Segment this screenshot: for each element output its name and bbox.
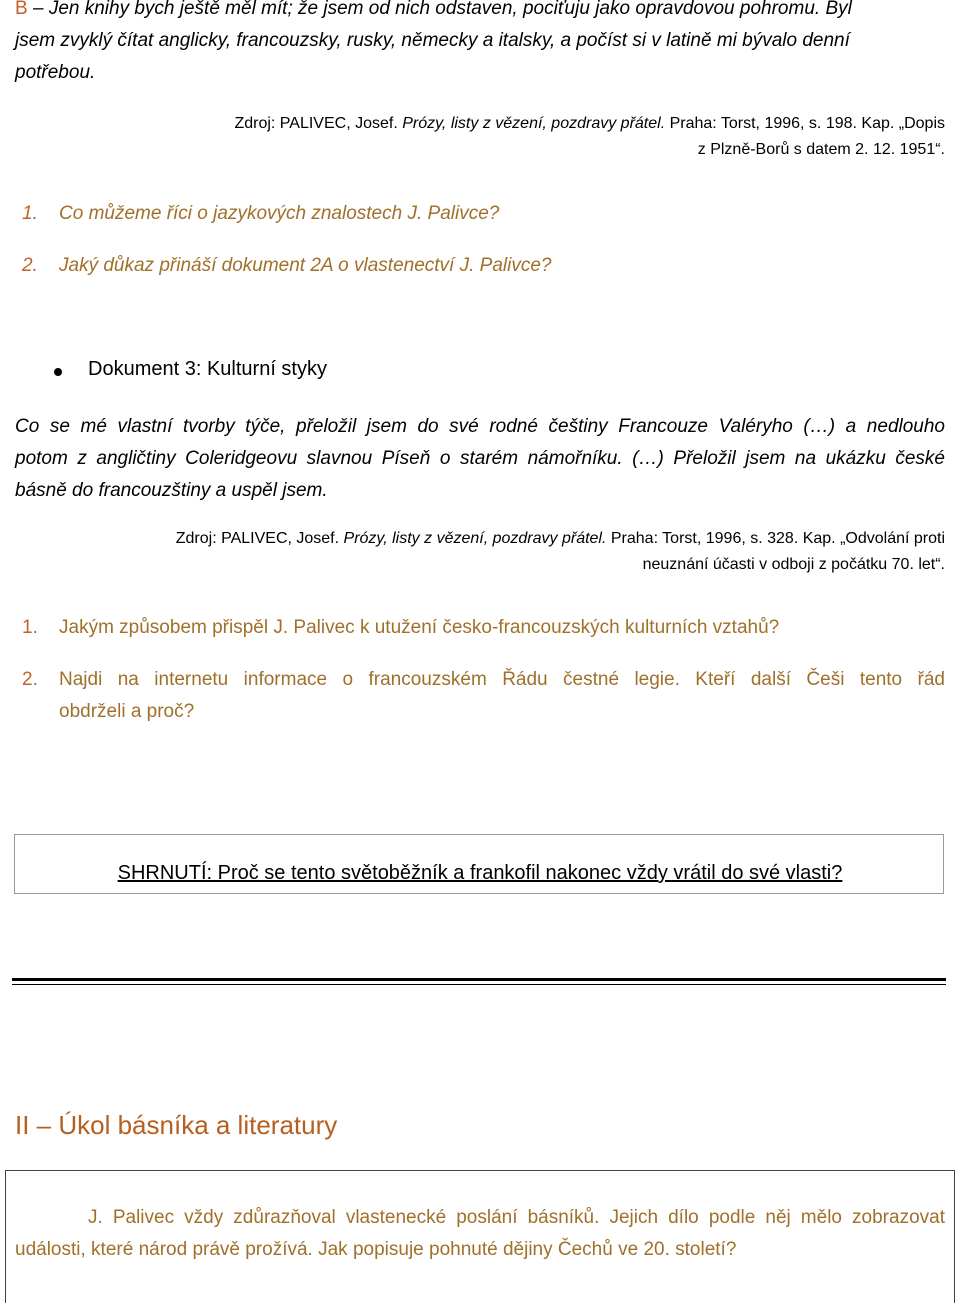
source-citation-line2: neuznání účasti v odboji z počátku 70. let“. xyxy=(642,556,945,573)
task-line: J. Palivec vždy zdůrazňoval vlastenecké poslání básníků. Jejich dílo podle něj mělo zobrazovat xyxy=(88,1207,945,1228)
document-letter: B xyxy=(15,0,28,19)
question-number: 2. xyxy=(22,669,38,690)
question-item xyxy=(22,617,942,643)
question-text: Jaký důkaz přináší dokument 2A o vlastenectví J. Palivce? xyxy=(59,255,552,276)
source-citation: Zdroj: PALIVEC, Josef. Prózy, listy z vězení, pozdravy přátel. Praha: Torst, 1996, s. 198. Kap. „Dopis xyxy=(234,115,945,132)
question-text: obdrželi a proč? xyxy=(59,701,195,722)
question-number: 1. xyxy=(22,617,38,638)
source-citation-line2: z Plzně-Borů s datem 2. 12. 1951“. xyxy=(697,141,945,158)
quote-line: potřebou. xyxy=(15,62,96,83)
divider xyxy=(12,984,946,985)
quote-line: básně do francouzštiny a uspěl jsem. xyxy=(15,480,328,501)
quote-line: Co se mé vlastní tvorby týče, přeložil jsem do své rodné češtiny Francouze Valéryho (…) a nedlouho xyxy=(15,416,945,437)
question-number: 2. xyxy=(22,255,38,276)
bullet-icon xyxy=(54,368,62,376)
divider xyxy=(12,978,946,981)
question-number: 1. xyxy=(22,203,38,224)
source-citation: Zdroj: PALIVEC, Josef. Prózy, listy z vězení, pozdravy přátel. Praha: Torst, 1996, s. 328. Kap. „Odvolání proti xyxy=(175,530,945,547)
summary-text: SHRNUTÍ: Proč se tento světoběžník a frankofil nakonec vždy vrátil do své vlasti? xyxy=(117,862,843,884)
section-title: II – Úkol básníka a literatury xyxy=(15,1110,338,1140)
question-text: Co můžeme říci o jazykových znalostech J. Palivce? xyxy=(59,203,500,224)
section-heading: Dokument 3: Kulturní styky xyxy=(88,358,327,380)
question-item xyxy=(22,203,922,229)
quote-line: potom z angličtiny Coleridgeovu slavnou Píseň o starém námořníku. (…) Přeložil jsem na ukázku české xyxy=(15,448,945,469)
question-text: Jakým způsobem přispěl J. Palivec k utužení česko-francouzských kulturních vztahů? xyxy=(59,617,780,638)
question-item xyxy=(22,669,945,733)
task-line: události, které národ právě prožívá. Jak popisuje pohnuté dějiny Čechů ve 20. století? xyxy=(15,1239,737,1260)
question-text: Najdi na internetu informace o francouzském Řádu čestné legie. Kteří další Češi tento řád xyxy=(59,669,945,690)
quote-line: jsem zvyklý čítat anglicky, francouzsky, rusky, německy a italsky, a počíst si v latině mi bývalo denní xyxy=(15,30,850,51)
question-item xyxy=(22,255,922,281)
quote-line: B – Jen knihy bych ještě měl mít; že jsem od nich odstaven, pociťuju jako opravdovou pohromu. Byl xyxy=(15,0,852,19)
